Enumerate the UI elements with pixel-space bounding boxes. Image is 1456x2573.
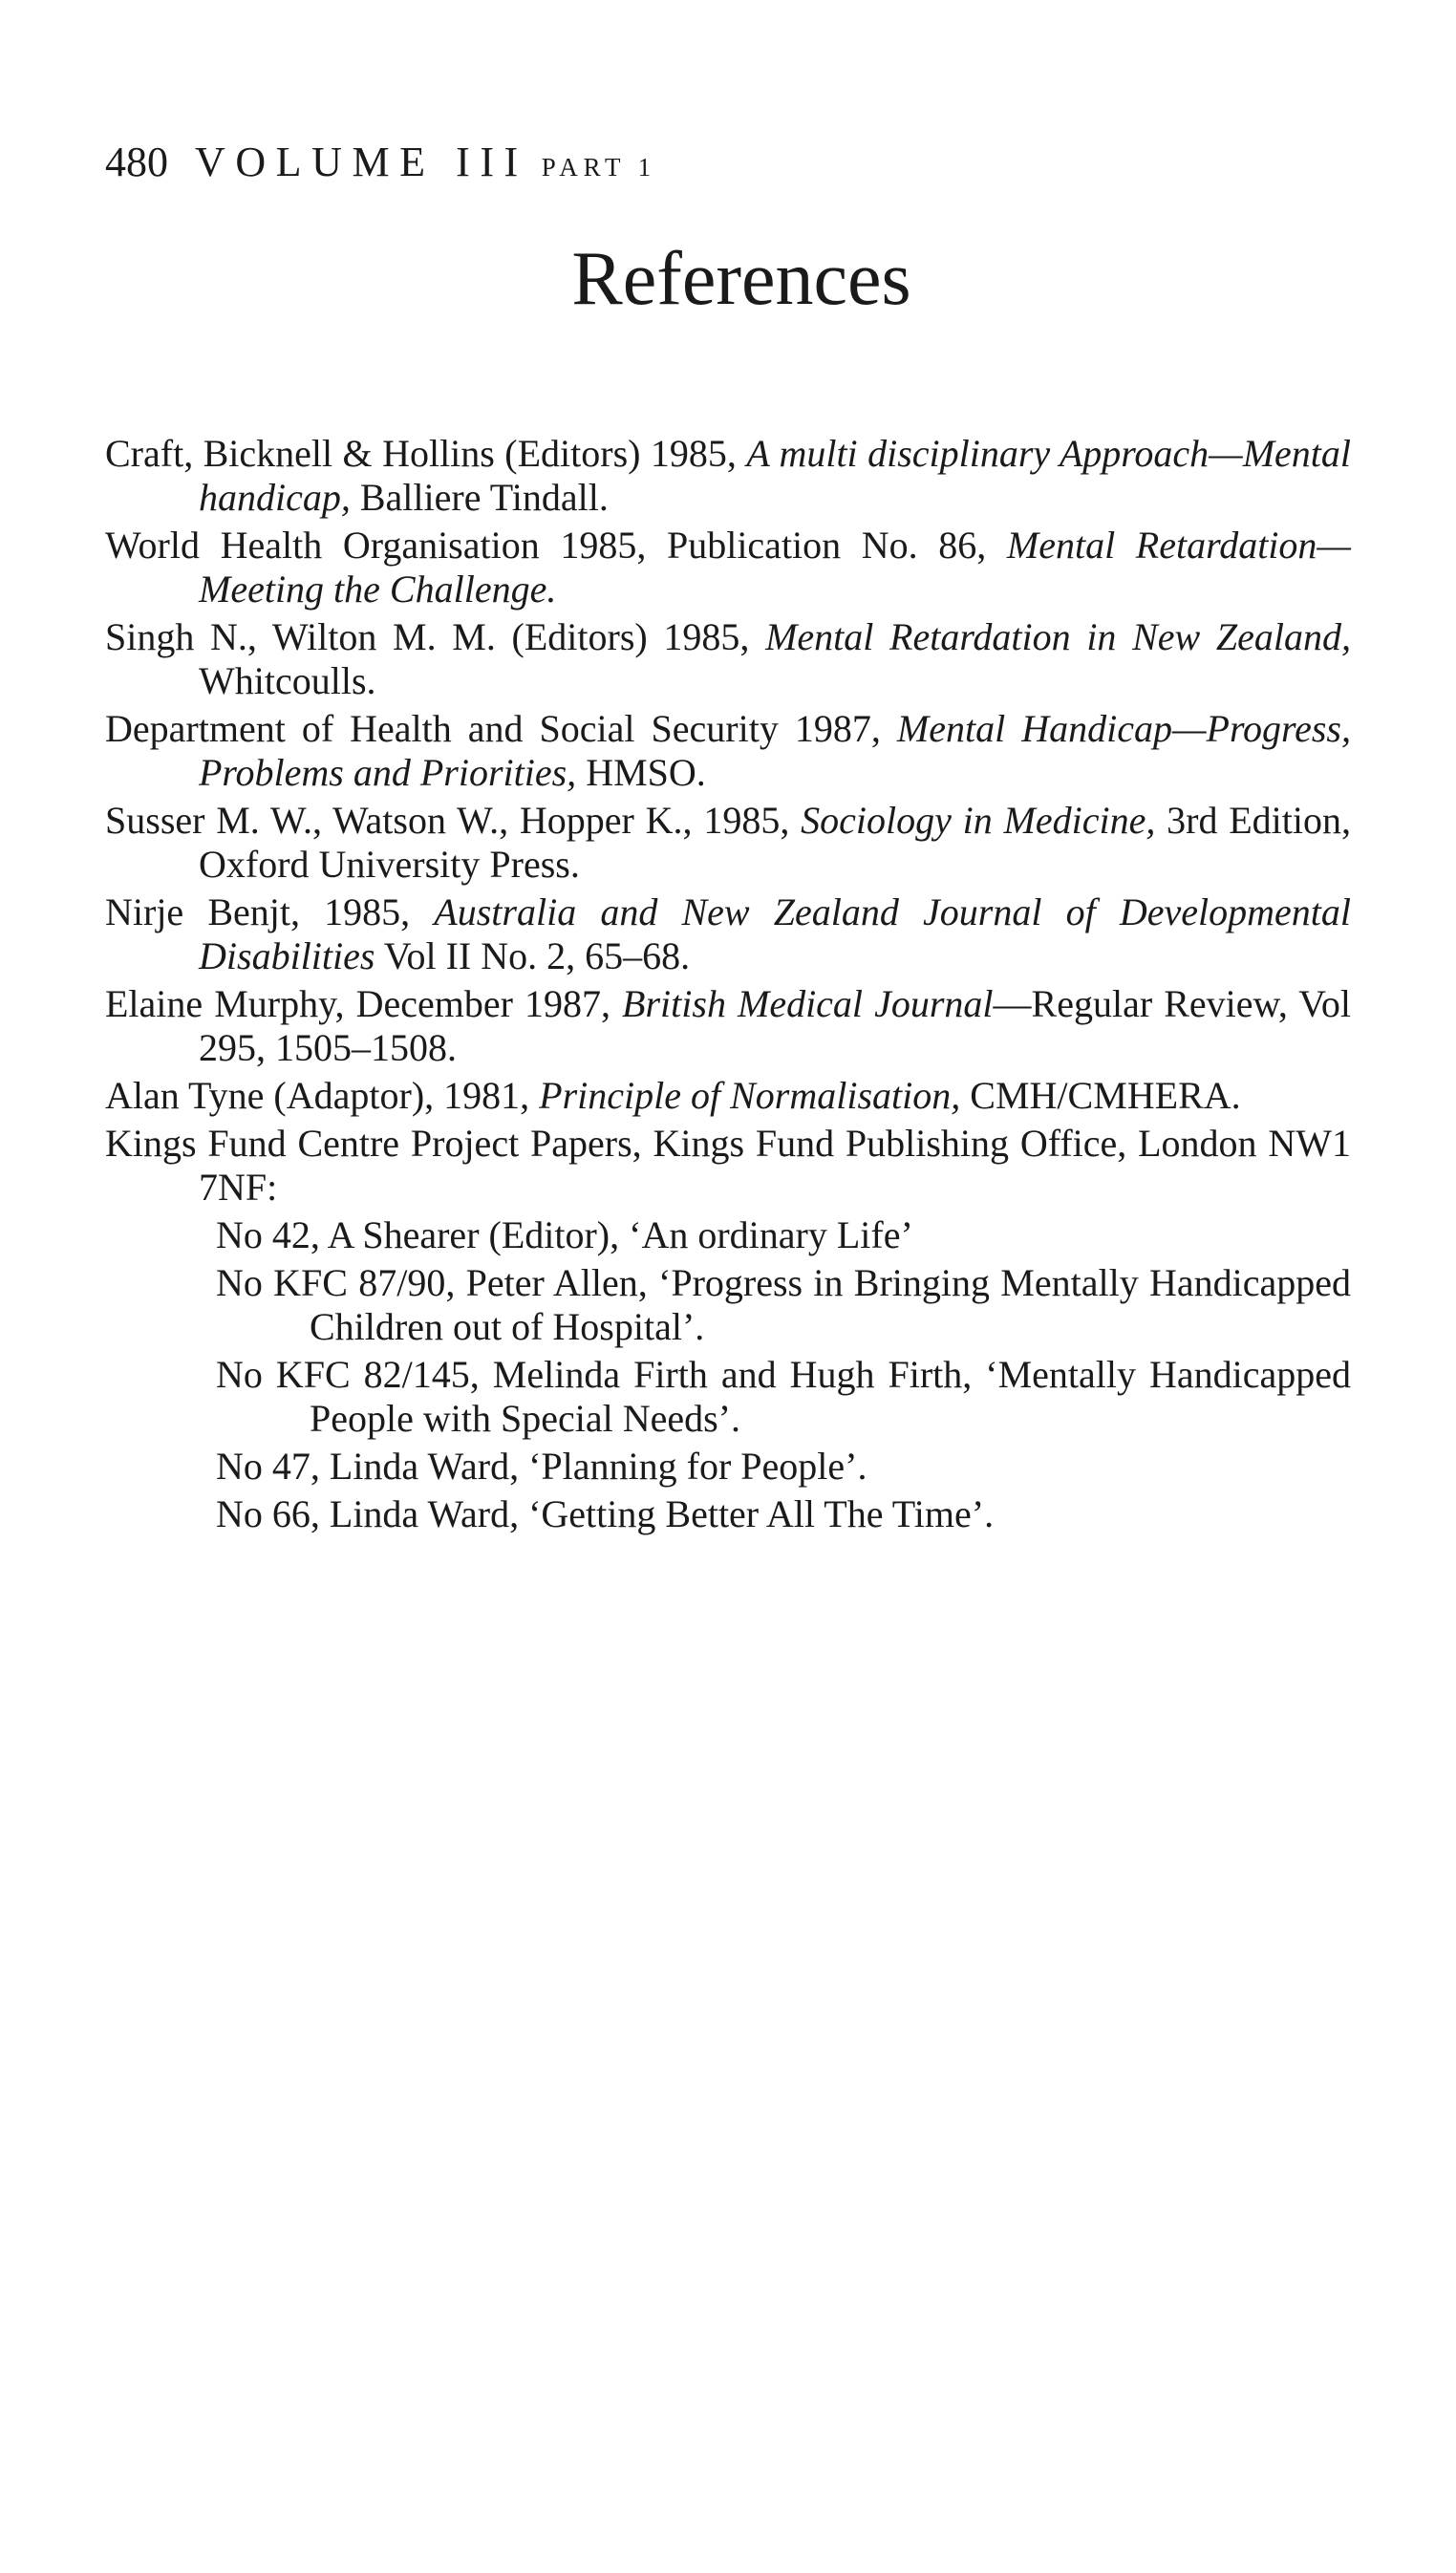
reference-item <box>105 707 1351 795</box>
reference-tail: Whitcoulls. <box>199 659 376 702</box>
reference-title: British Medical Journal <box>622 982 994 1025</box>
reference-item <box>105 982 1351 1070</box>
reference-tail: HMSO. <box>576 751 706 794</box>
page-title: References <box>571 237 911 321</box>
reference-tail: Vol II No. 2, 65–68. <box>375 934 691 977</box>
page-number: 480 <box>105 139 168 185</box>
reference-item <box>105 432 1351 520</box>
running-head <box>105 141 656 183</box>
reference-item <box>105 524 1351 611</box>
reference-title: A multi disciplinary Approach—Mental handicap, <box>199 432 1352 519</box>
reference-title: Mental Retardation in New Zealand, <box>765 615 1352 658</box>
reference-item <box>105 799 1351 887</box>
volume-label: VOLUME III <box>195 139 528 185</box>
reference-lead: Alan Tyne (Adaptor), 1981, <box>105 1074 540 1117</box>
reference-item <box>105 890 1351 978</box>
reference-item <box>105 1122 1351 1210</box>
reference-lead: Department of Health and Social Security 1987, <box>105 707 897 750</box>
reference-title: Principle of Normalisation, <box>539 1074 961 1117</box>
reference-lead: Nirje Benjt, 1985, <box>105 890 435 933</box>
reference-tail: Balliere Tindall. <box>350 476 609 519</box>
reference-lead: Craft, Bicknell & Hollins (Editors) 1985, <box>105 432 747 475</box>
reference-item <box>105 615 1351 703</box>
kings-fund-paper-item: No KFC 87/90, Peter Allen, ‘Progress in Bringing Mentally Handicapped Children out of Hospital’. <box>216 1261 1351 1348</box>
reference-tail: 3rd Edition, Oxford University Press. <box>199 799 1352 886</box>
reference-tail: —Regular Review, Vol 295, 1505–1508. <box>199 982 1351 1069</box>
reference-title: Mental Retardation—Meeting the Challenge. <box>199 524 1351 611</box>
reference-title: Sociology in Medicine, <box>801 799 1156 842</box>
part-label: PART 1 <box>541 153 657 182</box>
reference-lead: World Health Organisation 1985, Publication No. 86, <box>105 524 1007 567</box>
reference-item <box>105 1074 1351 1118</box>
kings-fund-paper-item: No 66, Linda Ward, ‘Getting Better All The Time’. <box>216 1492 995 1535</box>
reference-tail: CMH/CMHERA. <box>960 1074 1241 1117</box>
reference-lead: Singh N., Wilton M. M. (Editors) 1985, <box>105 615 766 658</box>
reference-lead: Susser M. W., Watson W., Hopper K., 1985, <box>105 799 802 842</box>
reference-title: Mental Handicap—Progress, Problems and Priorities, <box>199 707 1351 794</box>
reference-title: Australia and New Zealand Journal of Developmental Disabilities <box>199 890 1351 977</box>
reference-lead: Kings Fund Centre Project Papers, Kings Fund Publishing Office, London NW1 7NF: <box>105 1122 1351 1209</box>
reference-lead: Elaine Murphy, December 1987, <box>105 982 623 1025</box>
kings-fund-paper-list <box>105 1213 1351 1536</box>
reference-list <box>105 432 1351 1540</box>
kings-fund-paper-item: No KFC 82/145, Melinda Firth and Hugh Firth, ‘Mentally Handicapped People with Special Needs’. <box>216 1353 1351 1440</box>
kings-fund-paper-item: No 42, A Shearer (Editor), ‘An ordinary Life’ <box>216 1213 913 1256</box>
kings-fund-paper-item: No 47, Linda Ward, ‘Planning for People’. <box>216 1445 867 1488</box>
